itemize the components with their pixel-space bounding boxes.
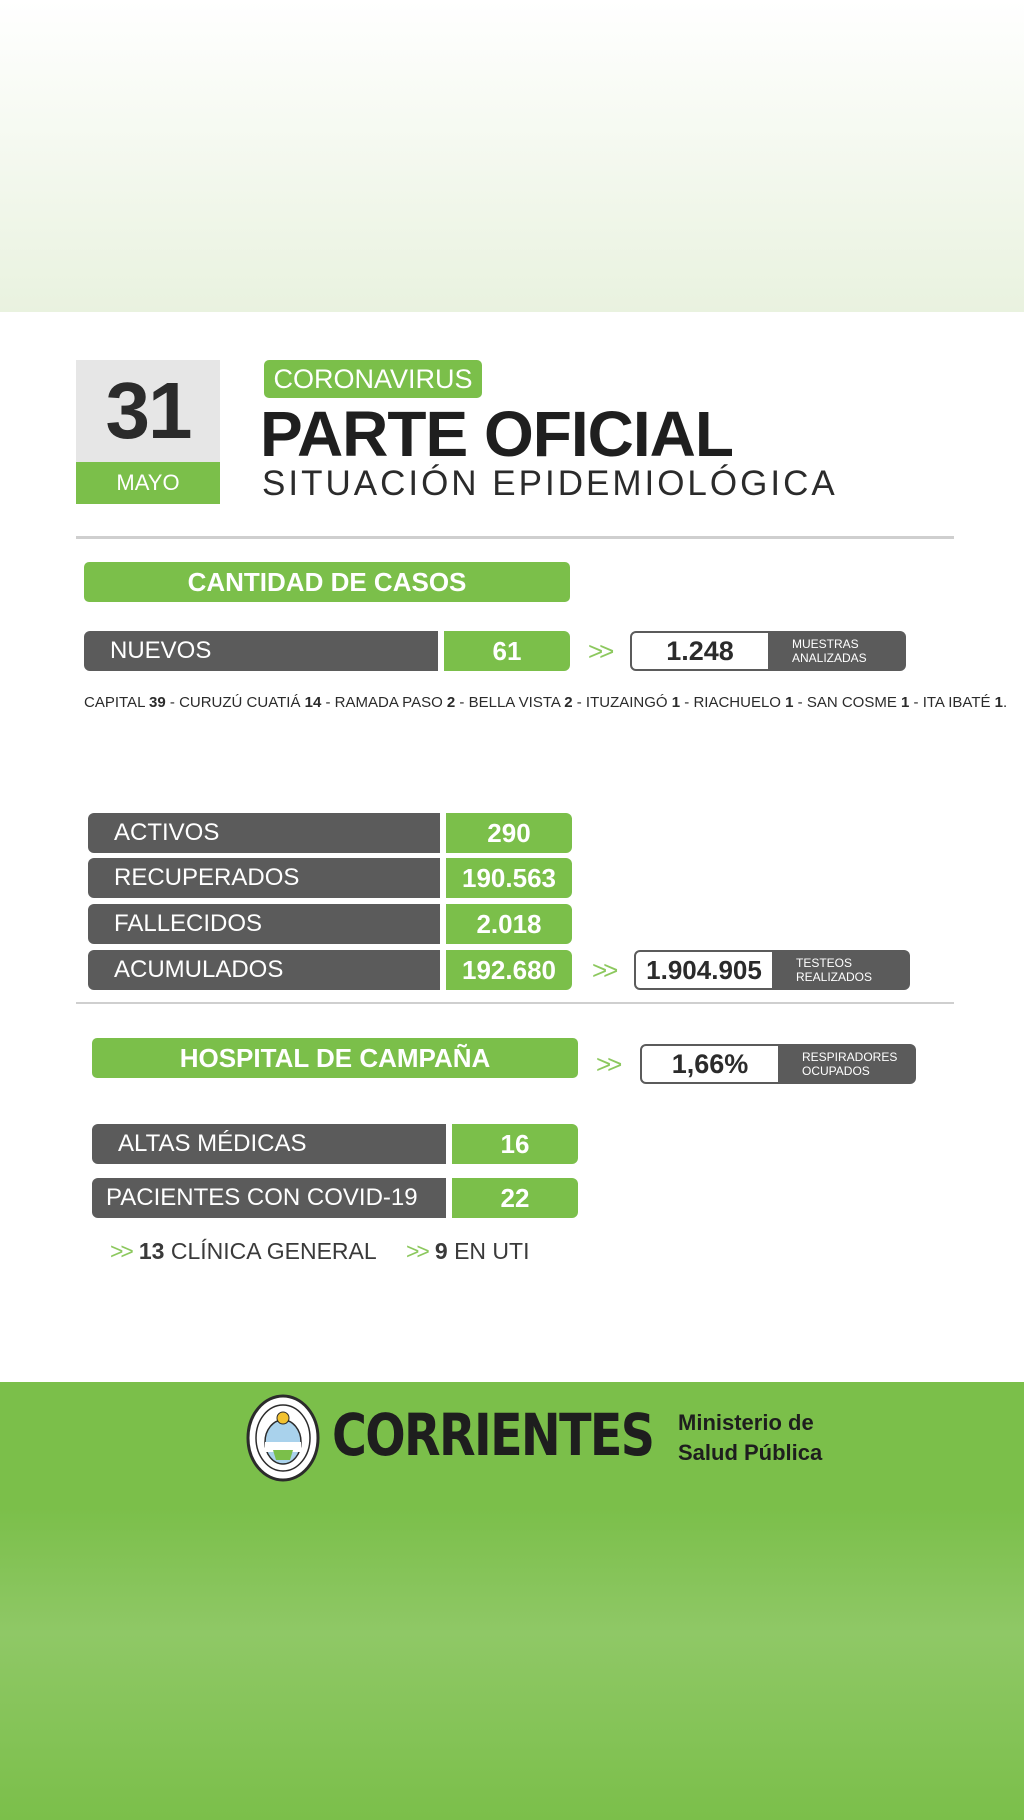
breakdown-count: 1	[671, 694, 681, 711]
breakdown-item	[179, 694, 321, 711]
muestras-label: MUESTRAS ANALIZADAS	[770, 631, 906, 671]
arrow-icon: >>	[592, 955, 615, 985]
uti-note	[406, 1238, 529, 1265]
arrow-icon: >>	[596, 1049, 619, 1079]
acumulados-label: ACUMULADOS	[88, 950, 440, 990]
altas-value: 16	[452, 1124, 578, 1164]
respiradores-pill	[640, 1044, 916, 1084]
testeos-value: 1.904.905	[634, 950, 774, 990]
provincial-seal-icon	[246, 1394, 320, 1482]
breakdown-count: 1	[785, 694, 794, 711]
section-header-casos: CANTIDAD DE CASOS	[84, 562, 570, 602]
breakdown-count: 1	[994, 694, 1004, 711]
recuperados-value: 190.563	[446, 858, 572, 898]
breakdown-count: 14	[304, 694, 322, 711]
page-title: PARTE OFICIAL	[260, 398, 733, 470]
activos-value: 290	[446, 813, 572, 853]
respiradores-label: RESPIRADORES OCUPADOS	[780, 1044, 916, 1084]
bottom-background-band	[0, 1508, 1024, 1820]
date-day: 31	[76, 360, 220, 462]
brand-corrientes: CORRIENTES	[332, 1401, 654, 1469]
nuevos-label: NUEVOS	[84, 631, 438, 671]
coronavirus-tag: CORONAVIRUS	[264, 360, 482, 398]
breakdown-name: BELLA VISTA	[468, 694, 565, 711]
page-subtitle: SITUACIÓN EPIDEMIOLÓGICA	[262, 464, 838, 503]
date-block	[76, 360, 220, 504]
arrow-icon: >>	[110, 1238, 131, 1264]
breakdown-item	[807, 694, 910, 711]
breakdown-name: ITUZAINGÓ	[585, 694, 672, 711]
fallecidos-label: FALLECIDOS	[88, 904, 440, 944]
breakdown-count: 1	[901, 694, 910, 711]
divider-top	[76, 536, 954, 539]
breakdown-name: RAMADA PASO	[334, 694, 447, 711]
breakdown-name: CAPITAL	[84, 694, 150, 711]
ministry-name: Ministerio de Salud Pública	[678, 1410, 823, 1465]
breakdown-name: SAN COSME	[806, 694, 902, 711]
breakdown-item	[923, 694, 1003, 711]
breakdown-item	[335, 694, 456, 711]
clinica-count: 13	[138, 1238, 165, 1264]
breakdown-name: CURUZÚ CUATIÁ	[179, 694, 305, 711]
testeos-pill	[634, 950, 910, 990]
arrow-icon: >>	[588, 636, 611, 666]
clinica-label: CLÍNICA GENERAL	[170, 1238, 377, 1264]
recuperados-label: RECUPERADOS	[88, 858, 440, 898]
breakdown-item	[469, 694, 573, 711]
pacientes-label: PACIENTES CON COVID-19	[92, 1178, 446, 1218]
section-header-hospital: HOSPITAL DE CAMPAÑA	[92, 1038, 578, 1078]
divider-middle	[76, 1002, 954, 1004]
breakdown-name: RIACHUELO	[693, 694, 786, 711]
muestras-pill	[630, 631, 906, 671]
breakdown-count: 39	[149, 694, 166, 711]
breakdown-count: 2	[446, 694, 456, 711]
altas-label: ALTAS MÉDICAS	[92, 1124, 446, 1164]
top-background-band	[0, 0, 1024, 312]
cases-breakdown: CAPITAL 39 - CURUZÚ CUATIÁ 14 - RAMADA PASO 2 - BELLA VISTA 2 - ITUZAINGÓ 1 - RIACHUELO 1 - SAN COSME 1 - ITA IBATÉ 1	[84, 694, 1004, 711]
nuevos-value: 61	[444, 631, 570, 671]
breakdown-count: 2	[564, 694, 573, 711]
date-month: MAYO	[76, 462, 220, 504]
acumulados-value: 192.680	[446, 950, 572, 990]
breakdown-name: ITA IBATÉ	[922, 694, 995, 711]
respiradores-value: 1,66%	[640, 1044, 780, 1084]
breakdown-item	[586, 694, 680, 711]
activos-label: ACTIVOS	[88, 813, 440, 853]
uti-label: EN UTI	[454, 1238, 530, 1264]
pacientes-value: 22	[452, 1178, 578, 1218]
arrow-icon: >>	[406, 1238, 427, 1264]
breakdown-item	[84, 694, 166, 711]
testeos-label: TESTEOS REALIZADOS	[774, 950, 910, 990]
muestras-value: 1.248	[630, 631, 770, 671]
breakdown-item	[693, 694, 793, 711]
clinica-general-note	[110, 1238, 377, 1265]
uti-count: 9	[434, 1238, 448, 1264]
fallecidos-value: 2.018	[446, 904, 572, 944]
